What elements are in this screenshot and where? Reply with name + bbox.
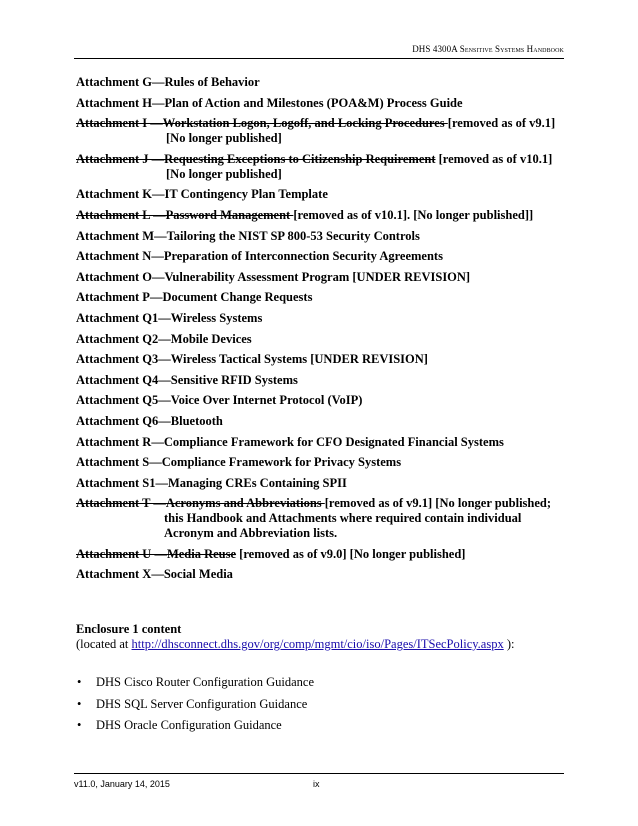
attachment-text: [removed as of v9.0] [No longer published] bbox=[236, 546, 466, 561]
attachment-text: Attachment G—Rules of Behavior bbox=[76, 75, 260, 89]
enclosure-location bbox=[76, 637, 566, 652]
removed-attachment-title: Attachment J —Requesting Exceptions to Citizenship Requirement bbox=[76, 151, 436, 166]
bullet-icon: • bbox=[77, 718, 82, 733]
attachment-text: Attachment S—Compliance Framework for Privacy Systems bbox=[76, 455, 402, 470]
running-header bbox=[74, 44, 564, 54]
attachment-text: Attachment Q6—Bluetooth bbox=[76, 413, 223, 428]
attachment-item bbox=[76, 476, 566, 491]
attachment-text: Attachment M—Tailoring the NIST SP 800-53 Security Controls bbox=[76, 228, 420, 243]
location-prefix: (located at bbox=[76, 637, 132, 651]
bullet-icon: • bbox=[77, 675, 82, 689]
removed-attachment-title: Attachment U —Media Reuse bbox=[76, 546, 237, 561]
enclosure-title: Enclosure 1 content bbox=[76, 622, 182, 636]
attachment-text: Attachment N—Preparation of Interconnection Security Agreements bbox=[76, 249, 443, 264]
attachment-item bbox=[76, 96, 566, 111]
attachment-item bbox=[76, 311, 566, 326]
attachment-item bbox=[76, 249, 566, 264]
attachment-text: Attachment H—Plan of Action and Milestones (POA&M) Process Guide bbox=[76, 95, 463, 110]
attachment-note: [No longer published] bbox=[166, 166, 282, 181]
list-item-text: DHS SQL Server Configuration Guidance bbox=[96, 696, 308, 711]
list-item bbox=[76, 697, 546, 712]
guidance-list bbox=[76, 675, 546, 740]
attachment-item bbox=[76, 435, 566, 450]
list-item-text: DHS Oracle Configuration Guidance bbox=[96, 718, 282, 733]
footer-divider bbox=[74, 773, 564, 774]
attachment-note: this Handbook and Attachments where required contain individual bbox=[164, 511, 522, 526]
bullet-icon: • bbox=[77, 696, 82, 711]
header-title: DHS 4300A Sensitive Systems Handbook bbox=[412, 44, 564, 54]
removed-attachment-title: Attachment I —Workstation Logon, Logoff, and Locking Procedures bbox=[76, 116, 448, 131]
attachment-note: Acronym and Abbreviation lists. bbox=[164, 526, 338, 541]
attachment-text: [removed as of v9.1] [No longer published; bbox=[324, 496, 552, 511]
page-number: ix bbox=[313, 779, 320, 789]
attachment-text: Attachment P—Document Change Requests bbox=[76, 290, 313, 305]
attachment-text: Attachment O—Vulnerability Assessment Program [UNDER REVISION] bbox=[76, 269, 471, 284]
removed-attachment-title: Attachment L —Password Management bbox=[76, 207, 294, 222]
attachment-text: Attachment Q1—Wireless Systems bbox=[76, 310, 263, 325]
attachment-text: [removed as of v10.1]. [No longer published]] bbox=[293, 207, 534, 222]
attachment-item bbox=[76, 332, 566, 347]
attachment-text: Attachment Q2—Mobile Devices bbox=[76, 331, 252, 346]
attachment-item bbox=[76, 187, 566, 202]
attachment-item bbox=[76, 496, 566, 541]
attachment-item bbox=[76, 373, 566, 388]
attachment-text: Attachment R—Compliance Framework for CFO Designated Financial Systems bbox=[76, 434, 504, 449]
attachment-list bbox=[76, 75, 566, 588]
attachment-text: Attachment Q3—Wireless Tactical Systems [UNDER REVISION] bbox=[76, 352, 428, 367]
attachment-item bbox=[76, 414, 566, 429]
header-divider bbox=[74, 58, 564, 59]
attachment-item bbox=[76, 229, 566, 244]
list-item bbox=[76, 675, 546, 690]
attachment-text: [removed as of v9.1] bbox=[447, 116, 556, 131]
attachment-item bbox=[76, 75, 566, 90]
attachment-item bbox=[76, 455, 566, 470]
attachment-text: [removed as of v10.1] bbox=[435, 151, 553, 166]
removed-attachment-title: Attachment T —Acronyms and Abbreviations bbox=[76, 496, 325, 511]
enclosure-section bbox=[76, 622, 566, 652]
attachment-item bbox=[76, 567, 566, 582]
attachment-text: Attachment X—Social Media bbox=[76, 567, 233, 582]
attachment-text: Attachment S1—Managing CREs Containing SPII bbox=[76, 475, 347, 490]
list-item bbox=[76, 718, 546, 733]
attachment-item bbox=[76, 352, 566, 367]
attachment-text: Attachment K—IT Contingency Plan Template bbox=[76, 187, 328, 202]
itsecpolicy-link[interactable]: http://dhsconnect.dhs.gov/org/comp/mgmt/cio/iso/Pages/ITSecPolicy.aspx bbox=[131, 637, 504, 651]
location-suffix: ): bbox=[503, 637, 515, 651]
attachment-item bbox=[76, 393, 566, 408]
list-item-text: DHS Cisco Router Configuration Guidance bbox=[96, 675, 315, 689]
attachment-item bbox=[76, 290, 566, 305]
attachment-item bbox=[76, 547, 566, 562]
attachment-item bbox=[76, 208, 566, 223]
attachment-note: [No longer published] bbox=[166, 131, 282, 146]
attachment-item bbox=[76, 270, 566, 285]
attachment-text: Attachment Q5—Voice Over Internet Protocol (VoIP) bbox=[76, 393, 363, 408]
attachment-item bbox=[76, 116, 566, 146]
footer-version: v11.0, January 14, 2015 bbox=[74, 779, 170, 789]
attachment-item bbox=[76, 152, 566, 182]
attachment-text: Attachment Q4—Sensitive RFID Systems bbox=[76, 372, 298, 387]
